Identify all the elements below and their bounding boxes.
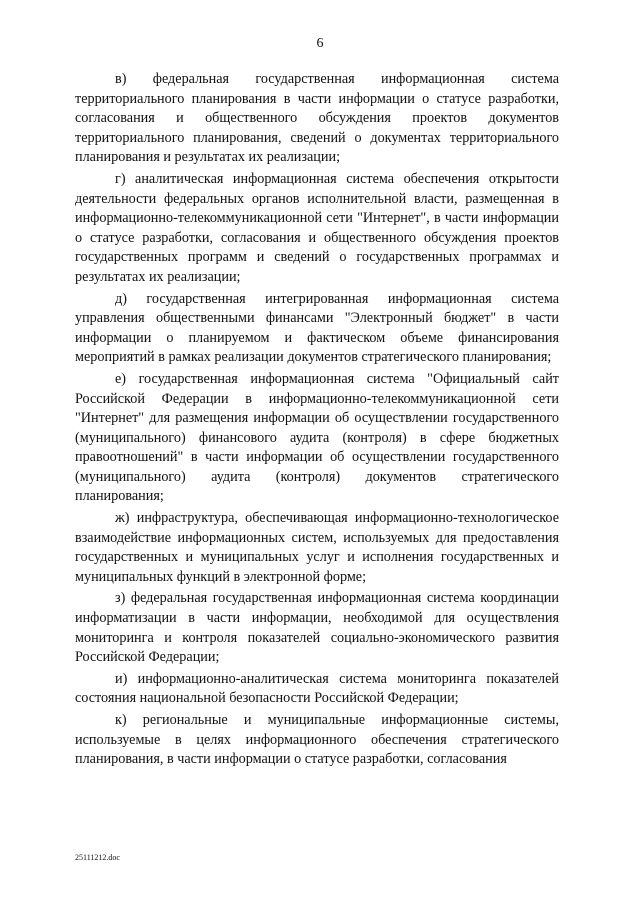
list-item-g: г) аналитическая информационная система обеспечения открытости деятельности федеральных органов исполнительной власти, размещенная в информационно-телекоммуникационной сети "Интернет", в части информации о статусе разработки, согласования и общественного обсуждения проектов государственных программ и сведений о государственных программах и результатах их реализации; [75, 170, 559, 285]
page-number: 6 [316, 36, 324, 51]
list-item-k: к) региональные и муниципальные информационные системы, используемые в целях информационного обеспечения стратегического планирования, в части информации о статусе разработки, согласования [75, 712, 559, 768]
list-item-zh: ж) инфраструктура, обеспечивающая информационно-технологическое взаимодействие информационных систем, используемых для предоставления государственных и муниципальных услуг и исполнения государственных и муниципальных функций в электронной форме; [75, 510, 559, 585]
list-item-d: д) государственная интегрированная информационная система управления общественными финансами "Электронный бюджет" в части информации о планируемом и фактическом объеме финансирования мероприятий в рамках реализации документов стратегического планирования; [75, 290, 559, 366]
list-item-i: и) информационно-аналитическая система мониторинга показателей состояния национальной безопасности Российской Федерации; [75, 670, 559, 707]
footer-filename: 25111212.doc [75, 853, 120, 862]
list-item-z: з) федеральная государственная информационная система координации информатизации в части информации, необходимой для осуществления мониторинга и контроля показателей социально-экономического развития Российской Федерации; [75, 590, 559, 666]
list-item-e: е) государственная информационная система "Официальный сайт Российской Федерации в информационно-телекоммуникационной сети "Интернет" для размещения информации об осуществлении государственного (муниципального) финансового аудита (контроля) в сфере бюджетных правоотношений" в части информации об осуществлении государственного (муниципального) аудита (контроля) документов стратегического планирования; [75, 370, 559, 505]
document-body [75, 70, 559, 770]
list-item-v: в) федеральная государственная информационная система территориального планирования в части информации о статусе разработки, согласования и общественного обсуждения проектов документов территориального планирования, сведений о документах территориального планирования и результатах их реализации; [75, 71, 559, 166]
